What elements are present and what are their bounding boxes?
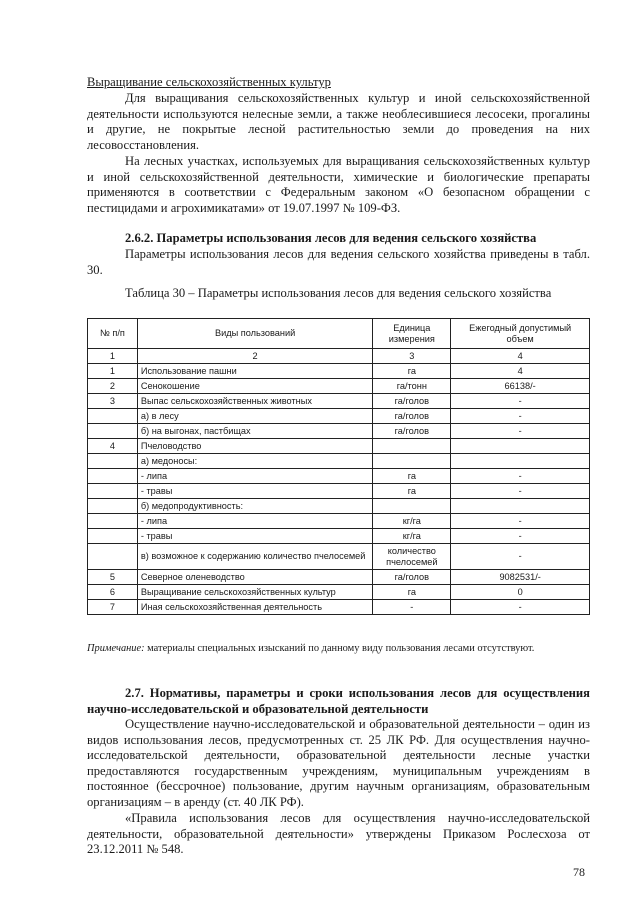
row-name-cell: а) в лесу bbox=[137, 409, 373, 424]
row-name-cell: Выращивание сельскохозяйственных культур bbox=[137, 585, 373, 600]
row-name-cell: Сенокошение bbox=[137, 379, 373, 394]
row-number-cell bbox=[88, 484, 138, 499]
row-volume-cell: - bbox=[451, 469, 590, 484]
table-row bbox=[88, 424, 590, 439]
row-name-cell: Северное оленеводство bbox=[137, 570, 373, 585]
row-volume-cell: - bbox=[451, 394, 590, 409]
table-row bbox=[88, 499, 590, 514]
row-number-cell bbox=[88, 544, 138, 570]
table-row bbox=[88, 439, 590, 454]
numbering-cell: 2 bbox=[137, 349, 373, 364]
paragraph-research-use: Осуществление научно-исследовательской и образовательной деятельности – один из видов использования лесов, предусмотренных ст. 25 ЛК РФ. Для осуществления научно-исследовательской деятельности, образовательной деятельности лесные участки предоставляются государственным учреждениям, муниципальным учреждениям в постоянное (бессрочное) пользование, другим научным организациям, образовательным организациям – в аренду (ст. 40 ЛК РФ). bbox=[87, 717, 590, 809]
note-label: Примечание: bbox=[87, 643, 145, 654]
table-header-row bbox=[88, 319, 590, 349]
numbering-cell: 4 bbox=[451, 349, 590, 364]
row-unit-cell: га bbox=[373, 484, 451, 499]
row-number-cell bbox=[88, 424, 138, 439]
section-heading-agriculture-params: 2.6.2. Параметры использования лесов для ведения сельского хозяйства bbox=[125, 231, 537, 245]
agriculture-params-table bbox=[87, 318, 590, 615]
row-unit-cell bbox=[373, 499, 451, 514]
table-caption: Таблица 30 – Параметры использования лесов для ведения сельского хозяйства bbox=[125, 286, 552, 300]
row-volume-cell: - bbox=[451, 409, 590, 424]
row-volume-cell: - bbox=[451, 529, 590, 544]
row-number-cell bbox=[88, 409, 138, 424]
paragraph-crops-chemicals: На лесных участках, используемых для выращивания сельскохозяйственных культур и иной сельскохозяйственной деятельности, химические и биологические препараты применяются в соответствии с Федеральным законом «О безопасном обращении с пестицидами и агрохимикатами» от 19.07.1997 № 109-ФЗ. bbox=[87, 154, 590, 215]
paragraph-agriculture-params: Параметры использования лесов для ведения сельского хозяйства приведены в табл. 30. bbox=[87, 247, 590, 277]
row-number-cell: 2 bbox=[88, 379, 138, 394]
row-number-cell bbox=[88, 529, 138, 544]
row-number-cell bbox=[88, 514, 138, 529]
table-body bbox=[88, 364, 590, 615]
table-row bbox=[88, 600, 590, 615]
header-number: № п/п bbox=[88, 319, 138, 349]
row-unit-cell: га bbox=[373, 585, 451, 600]
row-number-cell: 6 bbox=[88, 585, 138, 600]
row-unit-cell: га bbox=[373, 364, 451, 379]
table-row bbox=[88, 469, 590, 484]
table-row bbox=[88, 409, 590, 424]
row-name-cell: б) на выгонах, пастбищах bbox=[137, 424, 373, 439]
row-volume-cell: - bbox=[451, 514, 590, 529]
row-unit-cell: - bbox=[373, 600, 451, 615]
page-number: 78 bbox=[573, 865, 585, 879]
table-row bbox=[88, 379, 590, 394]
numbering-cell: 1 bbox=[88, 349, 138, 364]
row-name-cell: - липа bbox=[137, 514, 373, 529]
row-volume-cell: - bbox=[451, 544, 590, 570]
row-volume-cell: - bbox=[451, 600, 590, 615]
row-number-cell: 5 bbox=[88, 570, 138, 585]
row-volume-cell: 0 bbox=[451, 585, 590, 600]
section-heading-research: 2.7. Нормативы, параметры и сроки использования лесов для осуществления научно-исследовательской и образовательной деятельности bbox=[87, 686, 590, 716]
row-volume-cell: 4 bbox=[451, 364, 590, 379]
row-name-cell: - травы bbox=[137, 484, 373, 499]
row-volume-cell: 9082531/- bbox=[451, 570, 590, 585]
row-number-cell bbox=[88, 469, 138, 484]
row-unit-cell: га/голов bbox=[373, 570, 451, 585]
row-unit-cell bbox=[373, 454, 451, 469]
section-heading-crops: Выращивание сельскохозяйственных культур bbox=[87, 75, 331, 89]
table-row bbox=[88, 514, 590, 529]
paragraph-crops-land: Для выращивания сельскохозяйственных культур и иной сельскохозяйственной деятельности используются нелесные земли, а также необлесившиеся лесосеки, прогалины и другие, не покрытые лесной растительностью земли до проведения на них лесовосстановления. bbox=[87, 91, 590, 152]
row-number-cell bbox=[88, 454, 138, 469]
row-name-cell: в) возможное к содержанию количество пчелосемей bbox=[137, 544, 373, 570]
row-number-cell: 7 bbox=[88, 600, 138, 615]
row-volume-cell: 66138/- bbox=[451, 379, 590, 394]
row-name-cell: а) медоносы: bbox=[137, 454, 373, 469]
row-name-cell: Выпас сельскохозяйственных животных bbox=[137, 394, 373, 409]
table-row bbox=[88, 364, 590, 379]
row-number-cell bbox=[88, 499, 138, 514]
row-volume-cell bbox=[451, 454, 590, 469]
row-volume-cell bbox=[451, 499, 590, 514]
table-row bbox=[88, 484, 590, 499]
row-unit-cell: га/голов bbox=[373, 409, 451, 424]
table-row bbox=[88, 454, 590, 469]
row-name-cell: - липа bbox=[137, 469, 373, 484]
paragraph-research-rules: «Правила использования лесов для осуществления научно-исследовательской деятельности, образовательной деятельности» утверждены Приказом Рослесхоза от 23.12.2011 № 548. bbox=[87, 811, 590, 857]
row-number-cell: 1 bbox=[88, 364, 138, 379]
row-unit-cell: га/тонн bbox=[373, 379, 451, 394]
row-name-cell: Использование пашни bbox=[137, 364, 373, 379]
row-unit-cell: га/голов bbox=[373, 394, 451, 409]
table-row bbox=[88, 394, 590, 409]
table-row bbox=[88, 570, 590, 585]
row-unit-cell: га/голов bbox=[373, 424, 451, 439]
row-unit-cell: кг/га bbox=[373, 514, 451, 529]
row-unit-cell: количество пчелосемей bbox=[373, 544, 451, 570]
table-row bbox=[88, 529, 590, 544]
table-row bbox=[88, 544, 590, 570]
row-number-cell: 3 bbox=[88, 394, 138, 409]
numbering-cell: 3 bbox=[373, 349, 451, 364]
table-row bbox=[88, 585, 590, 600]
header-use-type: Виды пользований bbox=[137, 319, 373, 349]
row-volume-cell bbox=[451, 439, 590, 454]
table-numbering-row bbox=[88, 349, 590, 364]
header-annual-volume: Ежегодный допустимый объем bbox=[451, 319, 590, 349]
row-number-cell: 4 bbox=[88, 439, 138, 454]
row-name-cell: Пчеловодство bbox=[137, 439, 373, 454]
row-name-cell: - травы bbox=[137, 529, 373, 544]
row-unit-cell: кг/га bbox=[373, 529, 451, 544]
row-volume-cell: - bbox=[451, 424, 590, 439]
row-unit-cell: га bbox=[373, 469, 451, 484]
row-volume-cell: - bbox=[451, 484, 590, 499]
row-unit-cell bbox=[373, 439, 451, 454]
row-name-cell: Иная сельскохозяйственная деятельность bbox=[137, 600, 373, 615]
table-note bbox=[87, 642, 590, 655]
header-unit: Единица измерения bbox=[373, 319, 451, 349]
note-text: материалы специальных изысканий по данному виду пользования лесами отсутствуют. bbox=[144, 643, 535, 654]
row-name-cell: б) медопродуктивность: bbox=[137, 499, 373, 514]
